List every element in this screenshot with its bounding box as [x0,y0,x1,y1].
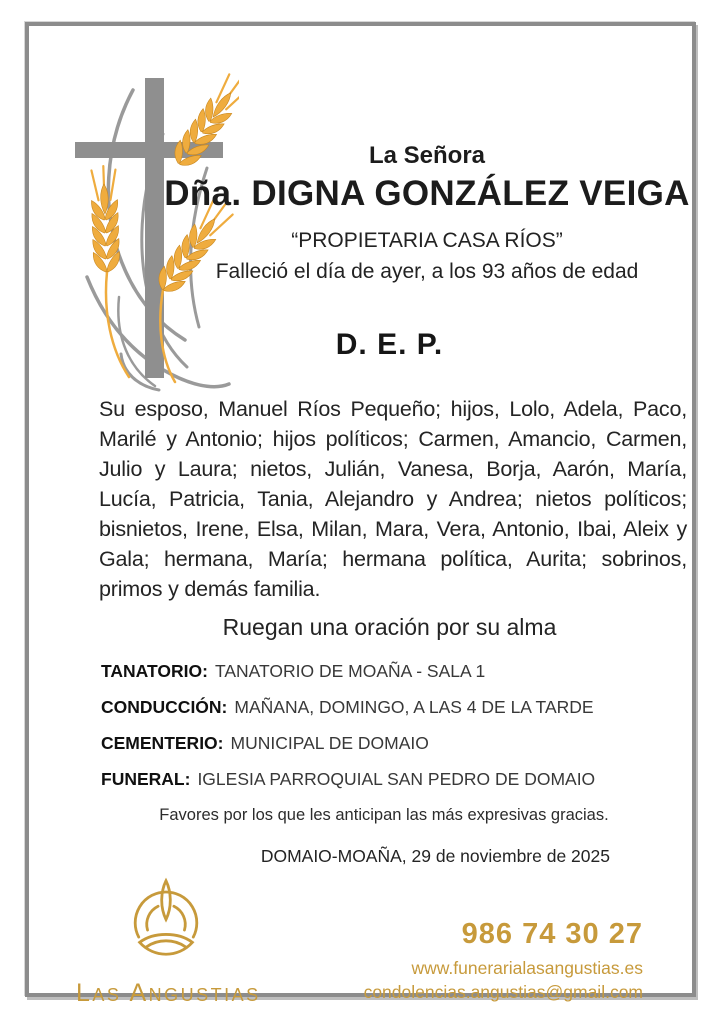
detail-value: TANATORIO DE MOAÑA - SALA 1 [214,661,486,681]
death-line: Falleció el día de ayer, a los 93 años de edad [215,260,639,283]
detail-label: CEMENTERIO: [101,733,224,753]
funeral-home-name: Las Angustias [76,979,261,1007]
website-url: www.funerarialasangustias.es [411,958,643,978]
detail-label: CONDUCCIÓN: [101,697,228,717]
detail-value: IGLESIA PARROQUIAL SAN PEDRO DE DOMAIO [197,769,596,789]
funeral-home-logo [76,876,261,1008]
honorific-line: La Señora [368,142,486,169]
thanks-line: Favores por los que les anticipan las más expresivas gracias. [159,806,609,824]
detail-row-conduccion [101,689,691,725]
detail-row-tanatorio [101,653,691,689]
notice-header [157,142,697,284]
detail-value: MAÑANA, DOMINGO, A LAS 4 DE LA TARDE [234,697,594,717]
phone-number: 986 74 30 27 [461,918,643,950]
detail-row-funeral [101,761,691,797]
detail-label: FUNERAL: [101,769,191,789]
place-date-line: DOMAIO-MOAÑA, 29 de noviembre de 2025 [260,846,610,866]
service-details [101,653,691,797]
prayer-line: Ruegan una oración por su alma [222,614,557,640]
detail-value: MUNICIPAL DE DOMAIO [230,733,429,753]
email-address: condolencias.angustias@gmail.com [363,982,643,1002]
contact-block [364,918,643,1003]
detail-label: TANATORIO: [101,661,208,681]
family-paragraph: Su esposo, Manuel Ríos Pequeño; hijos, Lolo, Adela, Paco, Marilé y Antonio; hijos políticos; Carmen, Amancio, Carmen, Julio y Laura; nietos, Julián, Vanesa, Borja, Aarón, María, Lucía, Patricia, Tania, Alejandro y Andrea; nietos políticos; bisnietos, Irene, Elsa, Milan, Mara, Vera, Antonio, Ibai, Aleix y Gala; hermana, María; hermana política, Aurita; sobrinos, primos y demás familia. [99,397,687,601]
dep-line: D. E. P. [335,328,444,361]
obituary-sheet-frame [25,22,696,1007]
alias-line: “PROPIETARIA CASA RÍOS” [291,229,563,252]
deceased-name: Dña. DIGNA GONZÁLEZ VEIGA [164,174,690,213]
detail-row-cementerio [101,725,691,761]
las-angustias-emblem-icon [122,876,210,970]
